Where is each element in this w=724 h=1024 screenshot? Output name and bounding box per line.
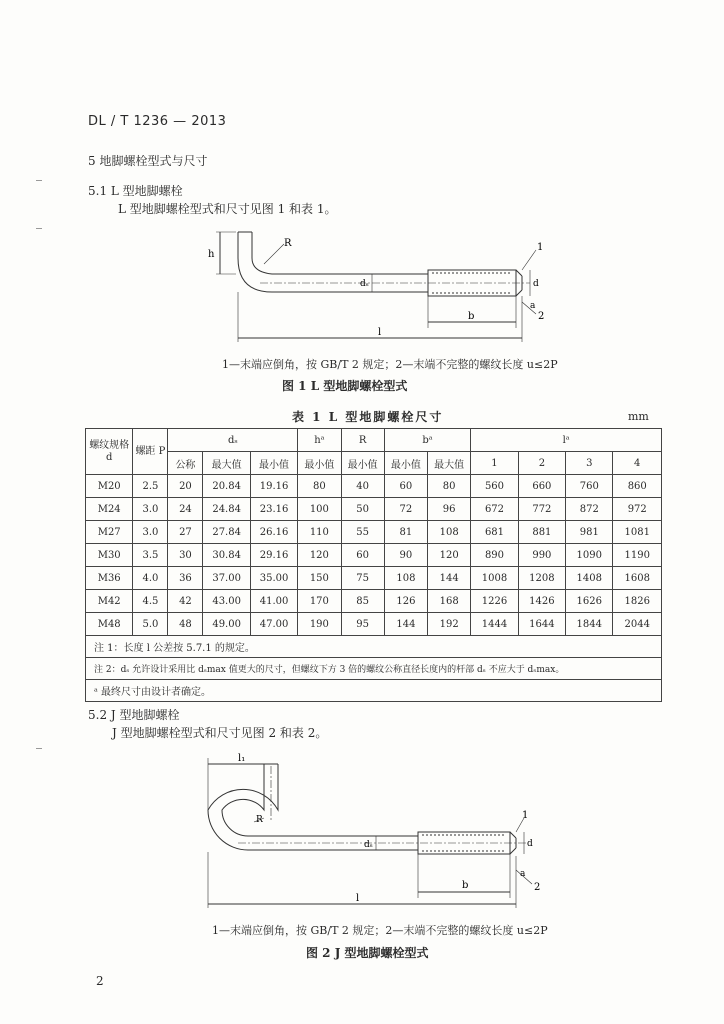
table-cell: 860 — [613, 475, 662, 498]
table-note-2: 注 2：dₛ 允许设计采用比 dₛmax 值更大的尺寸，但螺纹下方 3 倍的螺纹公称直径长度内的杆部 dₛ 不应大于 dₛmax。 — [86, 658, 662, 680]
table-row — [86, 613, 662, 636]
table-cell: 108 — [428, 521, 471, 544]
table-cell: 26.16 — [250, 521, 297, 544]
table-cell: 190 — [298, 613, 341, 636]
table-cell: 872 — [566, 498, 613, 521]
doc-code-header: DL / T 1236 — 2013 — [88, 114, 227, 129]
fig1-label-h: h — [208, 249, 215, 260]
table-cell: 1826 — [613, 590, 662, 613]
table-cell: 30 — [168, 544, 203, 567]
table-cell: 43.00 — [203, 590, 250, 613]
table-1-unit: mm — [628, 410, 649, 423]
subheader-l4: 4 — [613, 452, 662, 475]
table-cell: 24.84 — [203, 498, 250, 521]
table-cell: 40 — [341, 475, 384, 498]
table-cell: 4.5 — [133, 590, 168, 613]
table-cell: 1190 — [613, 544, 662, 567]
table-cell: 890 — [471, 544, 518, 567]
fig1-callout-1: 1 — [537, 242, 544, 253]
table-cell: 681 — [471, 521, 518, 544]
col-header-l: lᵃ — [471, 429, 662, 452]
table-cell: 80 — [298, 475, 341, 498]
table-row — [86, 475, 662, 498]
subheader-l2: 2 — [518, 452, 565, 475]
table-cell: 108 — [384, 567, 427, 590]
table-cell: 29.16 — [250, 544, 297, 567]
table-cell: 1226 — [471, 590, 518, 613]
table-cell: 96 — [428, 498, 471, 521]
figure-1-title: 图 1 L 型地脚螺栓型式 — [282, 379, 408, 393]
table-cell: 1208 — [518, 567, 565, 590]
table-cell: 660 — [518, 475, 565, 498]
table-cell: 192 — [428, 613, 471, 636]
figure-2-title: 图 2 J 型地脚螺栓型式 — [306, 946, 429, 960]
subheader-min: 最小值 — [250, 452, 297, 475]
table-cell: 48 — [168, 613, 203, 636]
table-cell: 81 — [384, 521, 427, 544]
col-header-R: R — [341, 429, 384, 452]
table-cell: 72 — [384, 498, 427, 521]
table-cell: M27 — [86, 521, 133, 544]
subheader-nominal: 公称 — [168, 452, 203, 475]
table-cell: 42 — [168, 590, 203, 613]
table-cell: M24 — [86, 498, 133, 521]
table-cell: 27 — [168, 521, 203, 544]
table-cell: 90 — [384, 544, 427, 567]
table-cell: M36 — [86, 567, 133, 590]
table-cell: 672 — [471, 498, 518, 521]
table-cell: 5.0 — [133, 613, 168, 636]
table-cell: 990 — [518, 544, 565, 567]
fig2-label-ds: dₛ — [364, 840, 373, 850]
section-title: 5 地脚螺栓型式与尺寸 — [88, 154, 208, 168]
table-row — [86, 544, 662, 567]
table-cell: 110 — [298, 521, 341, 544]
table-cell: 150 — [298, 567, 341, 590]
table-row — [86, 498, 662, 521]
table-1-title: 表 1 L 型地脚螺栓尺寸 — [292, 410, 444, 424]
table-cell: 3.5 — [133, 544, 168, 567]
table-cell: 1081 — [613, 521, 662, 544]
table-cell: 1626 — [566, 590, 613, 613]
fig2-label-b: b — [462, 880, 469, 891]
table-cell: 772 — [518, 498, 565, 521]
table-cell: 23.16 — [250, 498, 297, 521]
table-cell: 1426 — [518, 590, 565, 613]
table-footnote: ᵃ 最终尺寸由设计者确定。 — [86, 680, 662, 702]
fig2-label-l: l — [356, 893, 360, 904]
figure-1-note: 1—末端应倒角，按 GB/T 2 规定；2—末端不完整的螺纹长度 u≤2P — [222, 358, 558, 371]
table-row — [86, 521, 662, 544]
subheader-max: 最大值 — [203, 452, 250, 475]
table-cell: 2.5 — [133, 475, 168, 498]
fig1-label-R: R — [284, 238, 292, 249]
paragraph: J 型地脚螺栓型式和尺寸见图 2 和表 2。 — [112, 726, 328, 740]
fig1-label-a: a — [530, 301, 536, 311]
table-cell: 95 — [341, 613, 384, 636]
table-cell: 19.16 — [250, 475, 297, 498]
table-header-row — [86, 429, 662, 452]
table-cell: 144 — [384, 613, 427, 636]
subheader-min: 最小值 — [341, 452, 384, 475]
table-cell: 50 — [341, 498, 384, 521]
fig1-label-l: l — [378, 327, 382, 338]
fig1-label-ds: dₛ — [360, 279, 369, 289]
fig2-callout-2: 2 — [534, 882, 541, 893]
figure-2-drawing — [198, 752, 558, 912]
table-row — [86, 567, 662, 590]
table-footnote-row — [86, 680, 662, 702]
table-cell: 2044 — [613, 613, 662, 636]
table-note-row — [86, 658, 662, 680]
table-cell: M20 — [86, 475, 133, 498]
table-cell: 27.84 — [203, 521, 250, 544]
margin-mark — [36, 228, 42, 229]
col-header-pitch: 螺距 P — [133, 429, 168, 475]
col-header-h: hᵃ — [298, 429, 341, 452]
table-cell: 1844 — [566, 613, 613, 636]
margin-mark — [36, 180, 42, 181]
table-note-row — [86, 636, 662, 658]
table-row — [86, 590, 662, 613]
col-header-ds: dₛ — [168, 429, 298, 452]
table-cell: 560 — [471, 475, 518, 498]
table-cell: 1608 — [613, 567, 662, 590]
table-cell: 75 — [341, 567, 384, 590]
table-cell: 126 — [384, 590, 427, 613]
table-cell: 80 — [428, 475, 471, 498]
table-cell: 4.0 — [133, 567, 168, 590]
fig2-label-a: a — [520, 869, 526, 879]
subheader-max: 最大值 — [428, 452, 471, 475]
table-cell: 100 — [298, 498, 341, 521]
figure-2-note: 1—末端应倒角，按 GB/T 2 规定；2—末端不完整的螺纹长度 u≤2P — [212, 924, 548, 937]
table-cell: 144 — [428, 567, 471, 590]
table-cell: 881 — [518, 521, 565, 544]
paragraph: L 型地脚螺栓型式和尺寸见图 1 和表 1。 — [118, 202, 337, 216]
subheader-l3: 3 — [566, 452, 613, 475]
table-cell: 20.84 — [203, 475, 250, 498]
table-cell: 30.84 — [203, 544, 250, 567]
table-cell: 3.0 — [133, 498, 168, 521]
figure-1-drawing — [200, 222, 560, 350]
table-cell: 170 — [298, 590, 341, 613]
table-cell: 1090 — [566, 544, 613, 567]
table-cell: 41.00 — [250, 590, 297, 613]
table-cell: 35.00 — [250, 567, 297, 590]
subsection-heading: 5.1 L 型地脚螺栓 — [88, 184, 183, 198]
table-cell: 36 — [168, 567, 203, 590]
fig1-label-b: b — [468, 311, 475, 322]
table-cell: 1008 — [471, 567, 518, 590]
table-cell: 55 — [341, 521, 384, 544]
subsection-heading: 5.2 J 型地脚螺栓 — [88, 708, 180, 722]
table-cell: M30 — [86, 544, 133, 567]
table-cell: 1644 — [518, 613, 565, 636]
table-cell: M42 — [86, 590, 133, 613]
col-header-b: bᵃ — [384, 429, 471, 452]
table-cell: 24 — [168, 498, 203, 521]
fig2-label-l1: l₁ — [238, 753, 246, 764]
table-cell: 47.00 — [250, 613, 297, 636]
table-cell: 60 — [341, 544, 384, 567]
table-1 — [85, 428, 662, 702]
table-cell: M48 — [86, 613, 133, 636]
table-cell: 168 — [428, 590, 471, 613]
table-cell: 37.00 — [203, 567, 250, 590]
table-cell: 120 — [298, 544, 341, 567]
page-number: 2 — [96, 974, 104, 988]
margin-mark — [36, 748, 42, 749]
table-cell: 981 — [566, 521, 613, 544]
col-header-spec: 螺纹规格 d — [86, 429, 133, 475]
subheader-min: 最小值 — [384, 452, 427, 475]
subheader-min: 最小值 — [298, 452, 341, 475]
table-cell: 1444 — [471, 613, 518, 636]
table-cell: 20 — [168, 475, 203, 498]
fig1-label-d: d — [533, 279, 539, 289]
table-cell: 1408 — [566, 567, 613, 590]
table-cell: 85 — [341, 590, 384, 613]
table-cell: 49.00 — [203, 613, 250, 636]
table-cell: 3.0 — [133, 521, 168, 544]
fig1-callout-2: 2 — [538, 311, 545, 322]
fig2-label-R: R — [256, 815, 263, 825]
table-cell: 760 — [566, 475, 613, 498]
subheader-l1: 1 — [471, 452, 518, 475]
table-note-1: 注 1：长度 l 公差按 5.7.1 的规定。 — [86, 636, 662, 658]
table-cell: 60 — [384, 475, 427, 498]
fig2-label-d: d — [527, 839, 533, 849]
table-cell: 120 — [428, 544, 471, 567]
table-subheader-row — [86, 452, 662, 475]
table-cell: 972 — [613, 498, 662, 521]
fig2-callout-1: 1 — [522, 810, 529, 821]
